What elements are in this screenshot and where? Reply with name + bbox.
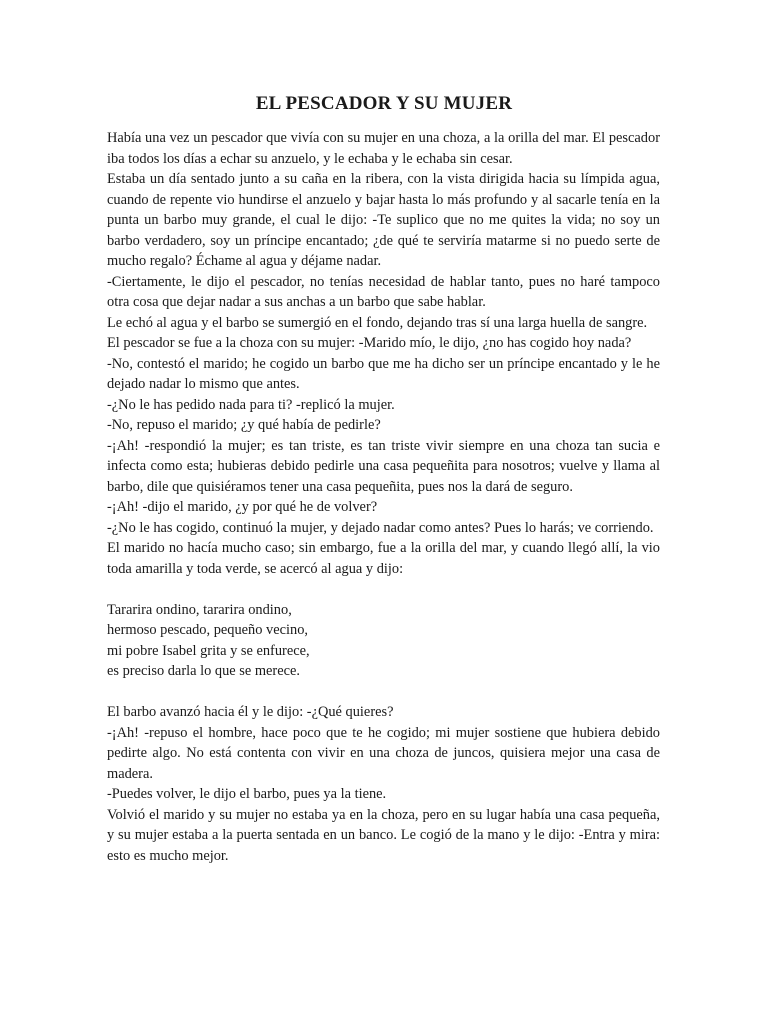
paragraph: Le echó al agua y el barbo se sumergió en el fondo, dejando tras sí una larga huella de sangre.: [107, 314, 648, 331]
paragraph: El pescador se fue a la choza con su mujer: -Marido mío, le dijo, ¿no has cogido hoy nada?: [107, 335, 632, 351]
paragraph: -¡Ah! -dijo el marido, ¿y por qué he de volver?: [107, 499, 378, 515]
paragraph: -¡Ah! -repuso el hombre, hace poco que te he cogido; mi mujer sostiene que hubiera debido pedirte algo. No está contenta con vivir en una choza de juncos, quisiera mejor una casa de madera.: [107, 724, 660, 782]
paragraph: Volvió el marido y su mujer no estaba ya en la choza, pero en su lugar había una casa pequeña, y su mujer estaba a la puerta sentada en un banco. Le cogió de la mano y le dijo: -Entra y mira: esto es mucho mejor.: [107, 806, 660, 864]
document-body: [107, 128, 660, 866]
paragraph: -No, repuso el marido; ¿y qué había de pedirle?: [107, 417, 381, 433]
verse-line: mi pobre Isabel grita y se enfurece,: [107, 642, 310, 659]
document-title: EL PESCADOR Y SU MUJER: [255, 93, 513, 114]
paragraph: -Ciertamente, le dijo el pescador, no tenías necesidad de hablar tanto, pues no haré tampoco otra cosa que dejar nadar a sus anchas a un barbo que sabe hablar.: [107, 273, 660, 310]
paragraph: -¿No le has pedido nada para ti? -replicó la mujer.: [107, 396, 395, 413]
paragraph: El marido no hacía mucho caso; sin embargo, fue a la orilla del mar, y cuando llegó allí, la vio toda amarilla y toda verde, se acercó al agua y dijo:: [107, 540, 660, 577]
paragraph: El barbo avanzó hacia él y le dijo: -¿Qué quieres?: [107, 704, 394, 720]
paragraph: -¿No le has cogido, continuó la mujer, y dejado nadar como antes? Pues lo harás; ve corriendo.: [107, 519, 654, 536]
verse-line: hermoso pescado, pequeño vecino,: [107, 622, 309, 638]
verse-line: es preciso darla lo que se merece.: [107, 663, 300, 679]
verse-line: Tararira ondino, tararira ondino,: [107, 601, 292, 618]
paragraph: Había una vez un pescador que vivía con su mujer en una choza, a la orilla del mar. El pescador iba todos los días a echar su anzuelo, y le echaba y le echaba sin cesar.: [107, 130, 660, 167]
paragraph: -No, contestó el marido; he cogido un barbo que me ha dicho ser un príncipe encantado y le he dejado nadar lo mismo que antes.: [107, 355, 660, 392]
paragraph: -Puedes volver, le dijo el barbo, pues ya la tiene.: [107, 786, 387, 802]
paragraph: -¡Ah! -respondió la mujer; es tan triste, es tan triste vivir siempre en una choza tan sucia e infecta como esta; hubieras debido pedirle una casa pequeñita para nosotros; vuelve y llama al barbo, dile que quisiéramos tener una casa pequeñita, pues nos la dará de seguro.: [107, 437, 660, 495]
verse-block: [107, 600, 660, 682]
paragraph: Estaba un día sentado junto a su caña en la ribera, con la vista dirigida hacia su límpida agua, cuando de repente vio hundirse el anzuelo y bajar hasta lo más profundo y al sacarle tenía en la punta un barbo muy grande, el cual le dijo: -Te suplico que no me quites la vida; no soy un barbo verdadero, soy un príncipe encantado; ¿de qué te serviría matarme si no puedo serte de mucho regalo? Échame al agua y déjame nadar.: [107, 171, 660, 269]
